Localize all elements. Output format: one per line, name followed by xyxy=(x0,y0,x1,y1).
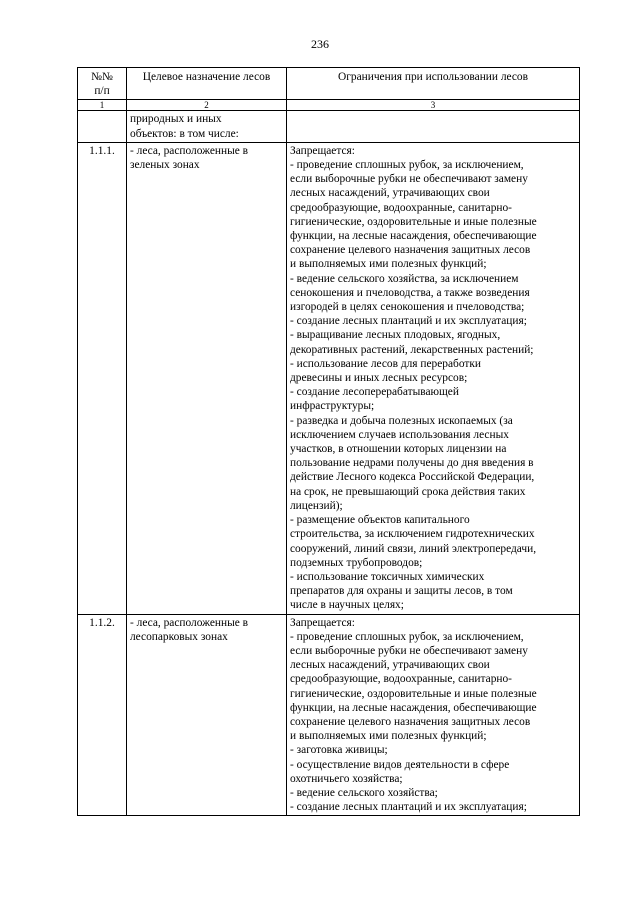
restriction-line: и выполняемых ими полезных функций; xyxy=(290,258,487,271)
restriction-line: и выполняемых ими полезных функций; xyxy=(290,730,487,743)
restriction-line: - заготовка живицы; xyxy=(290,744,388,757)
restriction-line: - использование токсичных химических xyxy=(290,570,485,583)
row-restrictions xyxy=(287,614,580,816)
restriction-line: гигиенические, оздоровительные и иные полезные xyxy=(290,687,537,700)
forest-restrictions-table xyxy=(77,67,580,816)
header-purpose-column: Целевое назначение лесов xyxy=(127,68,287,100)
row-restrictions xyxy=(287,111,580,142)
restriction-line: инфраструктуры; xyxy=(290,400,375,413)
restriction-line: сохранение целевого назначения защитных лесов xyxy=(290,715,531,728)
restriction-line: сохранение целевого назначения защитных лесов xyxy=(290,244,531,257)
restriction-line: гигиенические, оздоровительные и иные полезные xyxy=(290,215,537,228)
table-row xyxy=(78,142,580,614)
restriction-line: лесных насаждений, утрачивающих свои xyxy=(290,187,490,200)
restriction-line: декоративных растений, лекарственных растений; xyxy=(290,343,534,356)
restriction-line: лесных насаждений, утрачивающих свои xyxy=(290,659,490,672)
page-number: 236 xyxy=(311,37,329,51)
row-purpose xyxy=(127,142,287,614)
restriction-line: сенокошения и пчеловодства, а также возведения xyxy=(290,286,530,299)
restriction-line: исключением случаев использования лесных xyxy=(290,428,509,441)
restriction-line: - размещение объектов капитального xyxy=(290,514,470,527)
table-header-row xyxy=(78,68,580,100)
restriction-line: строительства, за исключением гидротехнических xyxy=(290,528,535,541)
restriction-line: изгородей в целях сенокошения и пчеловодства; xyxy=(290,301,525,314)
restriction-line: средообразующие, водоохранные, санитарно- xyxy=(290,673,512,686)
restriction-line: если выборочные рубки не обеспечивают замену xyxy=(290,644,528,657)
header-number-column xyxy=(78,68,127,100)
restriction-line: - разведка и добыча полезных ископаемых (за xyxy=(290,414,513,427)
column-number-1: 1 xyxy=(78,100,127,111)
row-purpose xyxy=(127,614,287,816)
restriction-line: - использование лесов для переработки xyxy=(290,357,481,370)
restriction-line: подземных трубопроводов; xyxy=(290,556,423,569)
header-number-line-2: п/п xyxy=(94,85,110,98)
column-number-row xyxy=(78,100,580,111)
purpose-line: - леса, расположенные в xyxy=(130,616,249,629)
restriction-line: на срок, не превышающий срока действия таких xyxy=(290,485,526,498)
row-purpose xyxy=(127,111,287,142)
restriction-line: Запрещается: xyxy=(290,144,355,157)
purpose-line: лесопарковых зонах xyxy=(130,630,228,643)
restriction-line: если выборочные рубки не обеспечивают замену xyxy=(290,173,528,186)
restriction-line: - ведение сельского хозяйства; xyxy=(290,786,438,799)
column-number-2: 2 xyxy=(127,100,287,111)
restriction-line: - проведение сплошных рубок, за исключением, xyxy=(290,630,524,643)
restriction-line: функции, на лесные насаждения, обеспечивающие xyxy=(290,701,537,714)
restriction-line: охотничьего хозяйства; xyxy=(290,772,403,785)
restriction-line: древесины и иных лесных ресурсов; xyxy=(290,372,468,385)
column-number-3: 3 xyxy=(287,100,580,111)
restriction-line: сооружений, линий связи, линий электропередачи, xyxy=(290,542,537,555)
restriction-line: лицензий); xyxy=(290,499,343,512)
table-row xyxy=(78,111,580,142)
purpose-line: зеленых зонах xyxy=(130,159,200,172)
restriction-line: - создание лесоперерабатывающей xyxy=(290,386,459,399)
restriction-line: - выращивание лесных плодовых, ягодных, xyxy=(290,329,501,342)
restriction-line: функции, на лесные насаждения, обеспечивающие xyxy=(290,230,537,243)
restriction-line: числе в научных целях; xyxy=(290,599,404,612)
restriction-line: участков, в отношении которых лицензии на xyxy=(290,443,507,456)
row-number xyxy=(78,111,127,142)
table-body xyxy=(78,111,580,816)
purpose-line: объектов: в том числе: xyxy=(130,127,239,140)
table-row xyxy=(78,614,580,816)
row-number: 1.1.1. xyxy=(78,142,127,614)
restriction-line: - создание лесных плантаций и их эксплуатация; xyxy=(290,315,527,328)
restriction-line: Запрещается: xyxy=(290,616,355,629)
restriction-line: - проведение сплошных рубок, за исключением, xyxy=(290,159,524,172)
purpose-line: природных и иных xyxy=(130,113,222,126)
row-number: 1.1.2. xyxy=(78,614,127,816)
header-number-line-1: №№ xyxy=(91,71,113,83)
restriction-line: препаратов для охраны и защиты лесов, в том xyxy=(290,585,513,598)
row-restrictions xyxy=(287,142,580,614)
restriction-line: - осуществление видов деятельности в сфере xyxy=(290,758,510,771)
purpose-line: - леса, расположенные в xyxy=(130,144,249,157)
restriction-line: - создание лесных плантаций и их эксплуатация; xyxy=(290,801,527,814)
restriction-line: пользование недрами получены до дня введения в xyxy=(290,457,534,470)
restriction-line: действие Лесного кодекса Российской Федерации, xyxy=(290,471,535,484)
header-restrictions-column: Ограничения при использовании лесов xyxy=(287,68,580,100)
restriction-line: - ведение сельского хозяйства, за исключением xyxy=(290,272,519,285)
restriction-line: средообразующие, водоохранные, санитарно- xyxy=(290,201,512,214)
